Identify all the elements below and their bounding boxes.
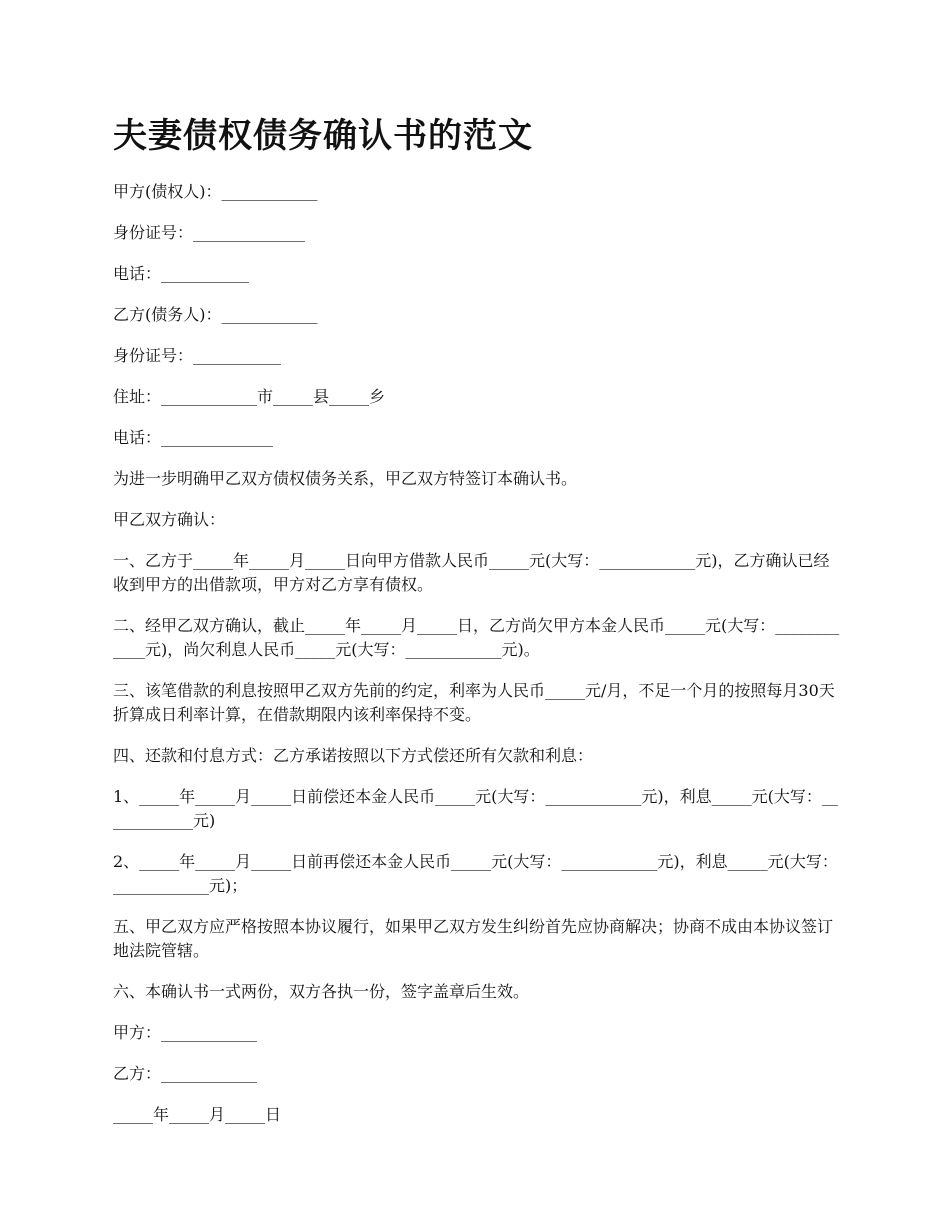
party-b-signature-line: 乙方：____________ [113,1064,258,1083]
confirmation-heading: 甲乙双方确认： [113,510,226,529]
clause-2: 二、经甲乙双方确认，截止_____年_____月_____日，乙方尚欠甲方本金人民币_____元(大写：____________元)，尚欠利息人民币_____元(大写：____________元)。 [113,616,840,659]
intro-paragraph: 为进一步明确甲乙双方债权债务关系，甲乙双方特签订本确认书。 [113,469,578,488]
party-a-signature-line: 甲方：____________ [113,1023,258,1042]
party-b-id-line: 身份证号：___________ [113,346,282,365]
party-b-address-line: 住址：____________市_____县_____乡 [113,387,386,406]
document-title: 夫妻债权债务确认书的范文 [113,116,533,156]
clause-3: 三、该笔借款的利息按照甲乙双方先前的约定，利率为人民币_____元/月，不足一个月的按照每月30天折算成日利率计算，在借款期限内该利率保持不变。 [113,681,835,724]
repayment-item-1: 1、_____年_____月_____日前偿还本金人民币_____元(大写：____________元)，利息_____元(大写：____________元) [113,787,838,830]
clause-4: 四、还款和付息方式：乙方承诺按照以下方式偿还所有欠款和利息： [113,746,594,765]
clause-5: 五、甲乙双方应严格按照本协议履行，如果甲乙双方发生纠纷首先应协商解决；协商不成由本协议签订地法院管辖。 [113,917,834,960]
party-a-id-line: 身份证号：______________ [113,223,306,242]
party-b-debtor-line: 乙方(债务人)：____________ [113,305,318,324]
repayment-item-2: 2、_____年_____月_____日前再偿还本金人民币_____元(大写：____________元)，利息_____元(大写：____________元)； [113,852,838,895]
document-page [113,112,843,1144]
party-b-phone-line: 电话：______________ [113,428,274,447]
party-a-phone-line: 电话：___________ [113,264,250,283]
date-line: _____年_____月_____日 [113,1105,282,1124]
party-a-creditor-line: 甲方(债权人)：____________ [113,182,318,201]
clause-1: 一、乙方于_____年_____月_____日向甲方借款人民币_____元(大写：____________元)，乙方确认已经收到甲方的出借款项，甲方对乙方享有债权。 [113,551,830,594]
clause-6: 六、本确认书一式两份，双方各执一份，签字盖章后生效。 [113,982,530,1001]
